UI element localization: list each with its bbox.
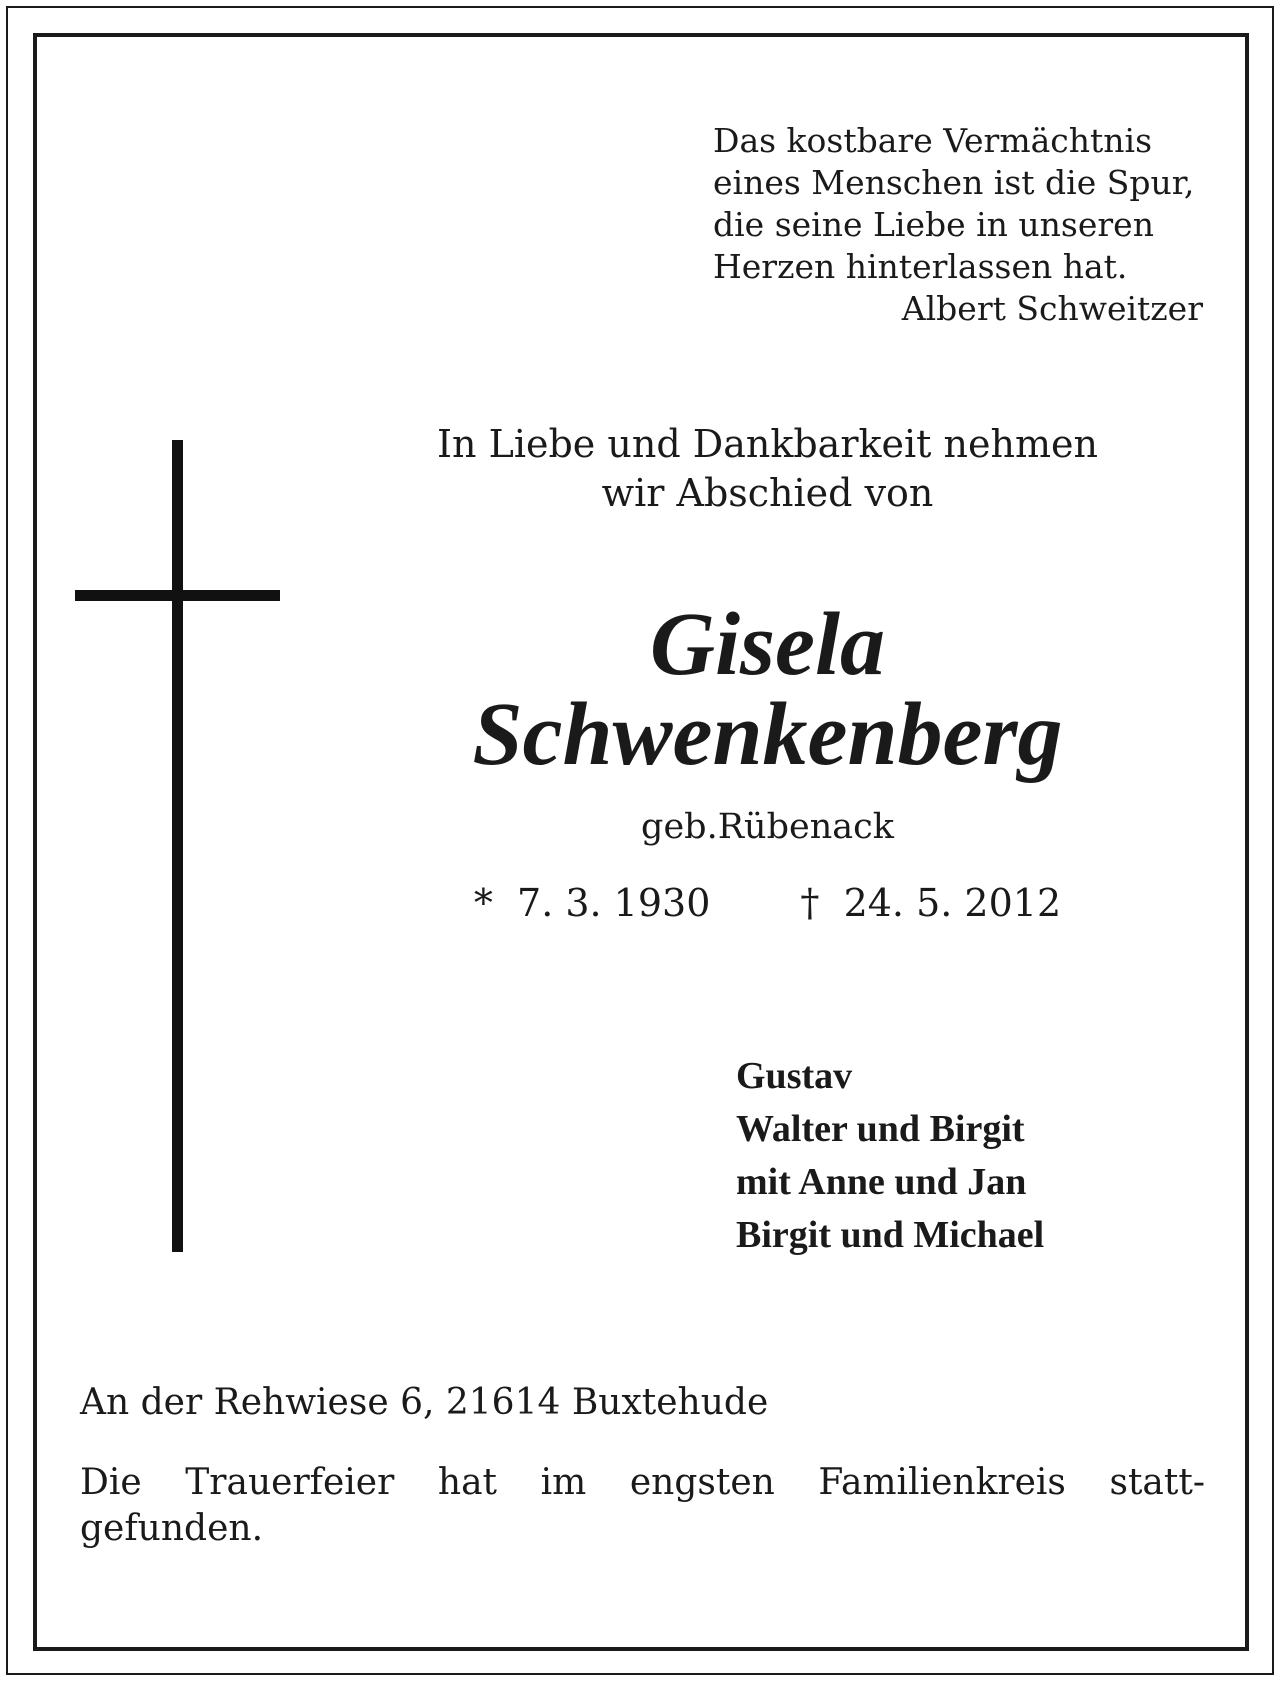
notice-line: gefunden. [80,1508,264,1549]
address: An der Rehwiese 6, 21614 Buxtehude [80,1382,769,1423]
intro-line: wir Abschied von [601,471,934,515]
notice-line: Die Trauerfeier hat im engsten Familienkreis statt- [80,1462,1205,1503]
farewell-intro [400,420,1135,518]
quote-author: Albert Schweitzer [901,289,1203,328]
family-member: mit Anne und Jan [736,1161,1027,1203]
quote-line: Das kostbare Vermächtnis [713,121,1153,160]
life-dates [400,880,1135,926]
quote-line: Herzen hinterlassen hat. [713,247,1128,286]
intro-line: In Liebe und Dankbarkeit nehmen [437,422,1098,466]
quote-block [713,120,1213,330]
last-name: Schwenkenberg [472,685,1063,784]
cross-vertical-bar [172,440,183,1252]
death-date: 24. 5. 2012 [843,881,1062,925]
birth-date: 7. 3. 1930 [517,881,711,925]
family-signatures [736,1050,1176,1262]
birth-symbol: * [473,881,493,925]
quote-line: eines Menschen ist die Spur, [713,163,1195,202]
family-member: Birgit und Michael [736,1214,1045,1256]
maiden-name: geb.Rübenack [641,807,894,847]
first-name: Gisela [650,595,885,694]
death-symbol: † [800,881,820,925]
family-member: Gustav [736,1055,853,1097]
family-member: Walter und Birgit [736,1108,1025,1150]
cross-horizontal-bar [75,590,280,601]
deceased-name [400,595,1135,784]
quote-line: die seine Liebe in unseren [713,205,1154,244]
funeral-notice [80,1460,1205,1552]
